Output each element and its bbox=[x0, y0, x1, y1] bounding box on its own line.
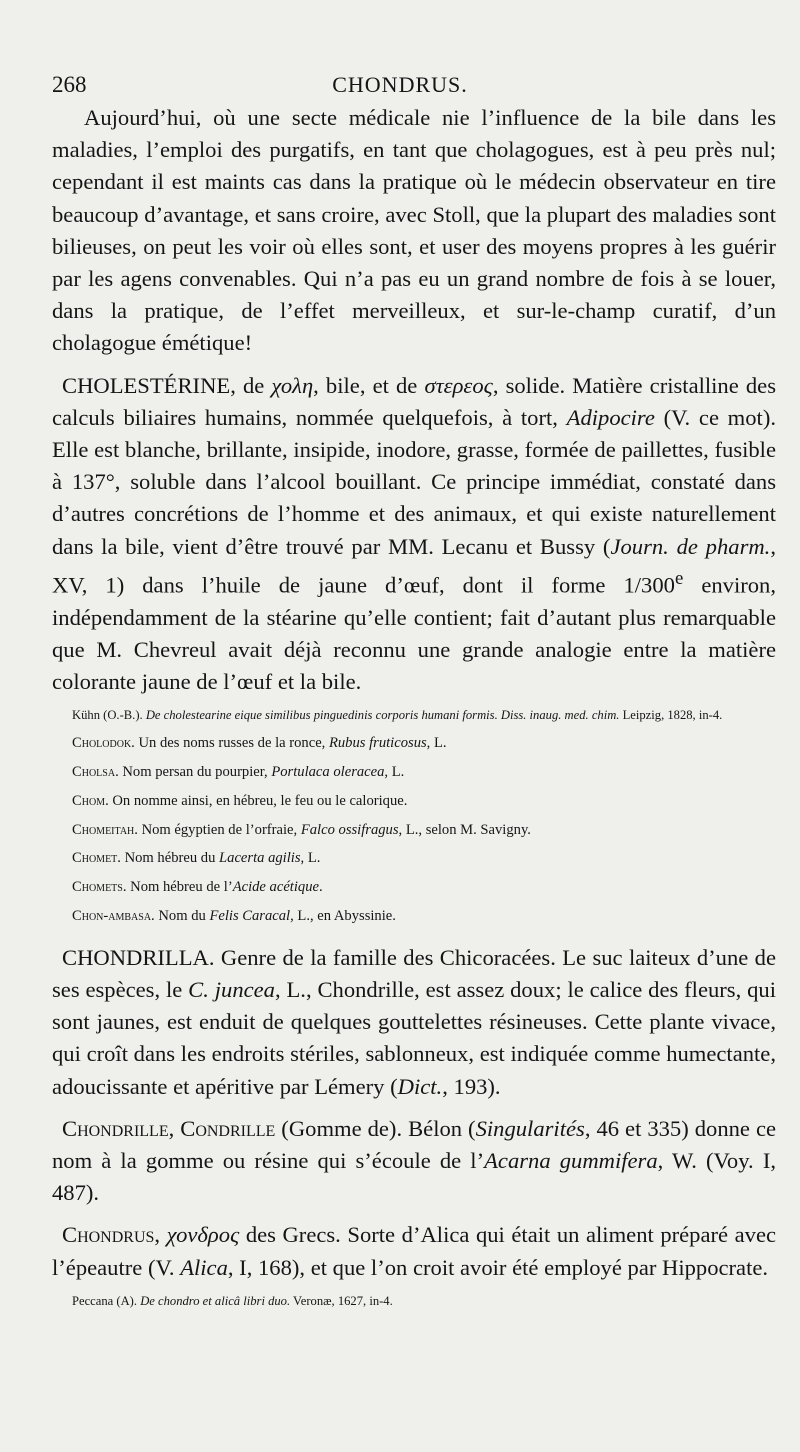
entry-chondrilla: CHONDRILLA. Genre de la famille des Chicoracées. Le suc laiteux d’une de ses espèces, le C. juncea, L., Chondrille, est assez doux; le calice des fleurs, qui sont jaunes, est enduit de quelques gouttelettes résineuses. Cette plante vivace, qui croît dans les endroits stériles, sablonneux, est indiquée comme humectante, adoucissante et apéritive par Lémery (Dict., 193). bbox=[52, 944, 776, 1099]
page-number: 268 bbox=[52, 72, 87, 97]
greek-word: χονδρος bbox=[166, 1222, 240, 1248]
bibliography-kuhn: Kühn (O.-B.). De cholestearine eique similibus pinguedinis corporis humani formis. Diss. inaug. med. chim. Leipzig, 1828, in-4. bbox=[72, 708, 723, 723]
short-entry: Chomet. Nom hébreu du Lacerta agilis, L. bbox=[72, 850, 321, 867]
entry-cholesterine: CHOLESTÉRINE, de χολη, bile, et de στερεος, solide. Matière cristalline des calculs biliaires humains, nommée quelquefois, à tort, Adipocire (V. ce mot). Elle est blanche, brillante, insipide, inodore, grasse, formée de paillettes, fusible à 137°, soluble dans l’alcool bouillant. Ce principe immédiat, constaté dans d’autres concrétions de l’homme et des animaux, et qui existe naturellement dans la bile, vient d’être trouvé par MM. Lecanu et Bussy (Journ. de pharm., XV, 1) dans l’huile de jaune d’œuf, dont il forme 1/300e environ, indépendamment de la stéarine qu’elle contient; fait d’autant plus remarquable que M. Chevreul avait déjà reconnu une grande analogie entre la matière colorante jaune de l’œuf et la bile. bbox=[52, 372, 777, 694]
page-body bbox=[52, 102, 776, 1312]
headword-chondrille: Chondrille bbox=[62, 1115, 169, 1141]
short-entry: Chon-ambasa. Nom du Felis Caracal, L., en Abyssinie. bbox=[72, 907, 396, 924]
short-entry: Cholsa. Nom persan du pourpier, Portulaca oleracea, L. bbox=[72, 763, 405, 780]
short-entry: Chomeitah. Nom égyptien de l’orfraie, Falco ossifragus, L., selon M. Savigny. bbox=[72, 821, 531, 838]
cross-reference: Adipocire bbox=[566, 404, 655, 430]
headword-cholesterine: CHOLESTÉRINE bbox=[62, 372, 231, 398]
greek-word: χολη bbox=[271, 372, 314, 398]
entry-chondrille: Chondrille, Condrille (Gomme de). Bélon (Singularités, 46 et 335) donne ce nom à la gomme ou résine qui s’écoule de l’Acarna gummifera, W. (Voy. I, 487). bbox=[52, 1115, 776, 1206]
journal-title: Journ. de pharm. bbox=[610, 533, 771, 559]
headword-chondrilla: CHONDRILLA bbox=[62, 944, 209, 970]
headword-chondrus: Chondrus bbox=[62, 1222, 155, 1248]
running-head: CHONDRUS. bbox=[332, 72, 468, 97]
short-entry: Cholodok. Un des noms russes de la ronce, Rubus fruticosus, L. bbox=[72, 735, 447, 752]
paragraph-cholagogue: Aujourd’hui, où une secte médicale nie l’influence de la bile dans les maladies, l’emploi des purgatifs, en tant que cholagogues, est à peu près nul; cependant il est maints cas dans la pratique où le médecin observateur en tire beaucoup d’avantage, et sans croire, avec Stoll, que la plupart des maladies sont bilieuses, on peut les voir où elles sont, et user des moyens propres à les guérir par les agens convenables. Qui n’a pas eu un grand nombre de fois à se louer, dans la pratique, de l’effet merveilleux, et sur-le-champ curatif, d’un cholagogue émétique! bbox=[52, 105, 776, 356]
short-entry: Chomets. Nom hébreu de l’Acide acétique. bbox=[72, 879, 323, 896]
entry-chondrus: Chondrus, χονδρος des Grecs. Sorte d’Alica qui était un aliment préparé avec l’épeautre (V. Alica, I, 168), et que l’on croit avoir été employé par Hippocrate. bbox=[52, 1222, 776, 1280]
short-entry: Chom. On nomme ainsi, en hébreu, le feu ou le calorique. bbox=[72, 792, 408, 809]
bibliography-peccana: Peccana (A). De chondro et alicâ libri duo. Veronæ, 1627, in-4. bbox=[72, 1293, 393, 1308]
page-header bbox=[52, 72, 748, 102]
short-entries bbox=[52, 730, 776, 930]
greek-word: στερεος bbox=[424, 372, 493, 398]
